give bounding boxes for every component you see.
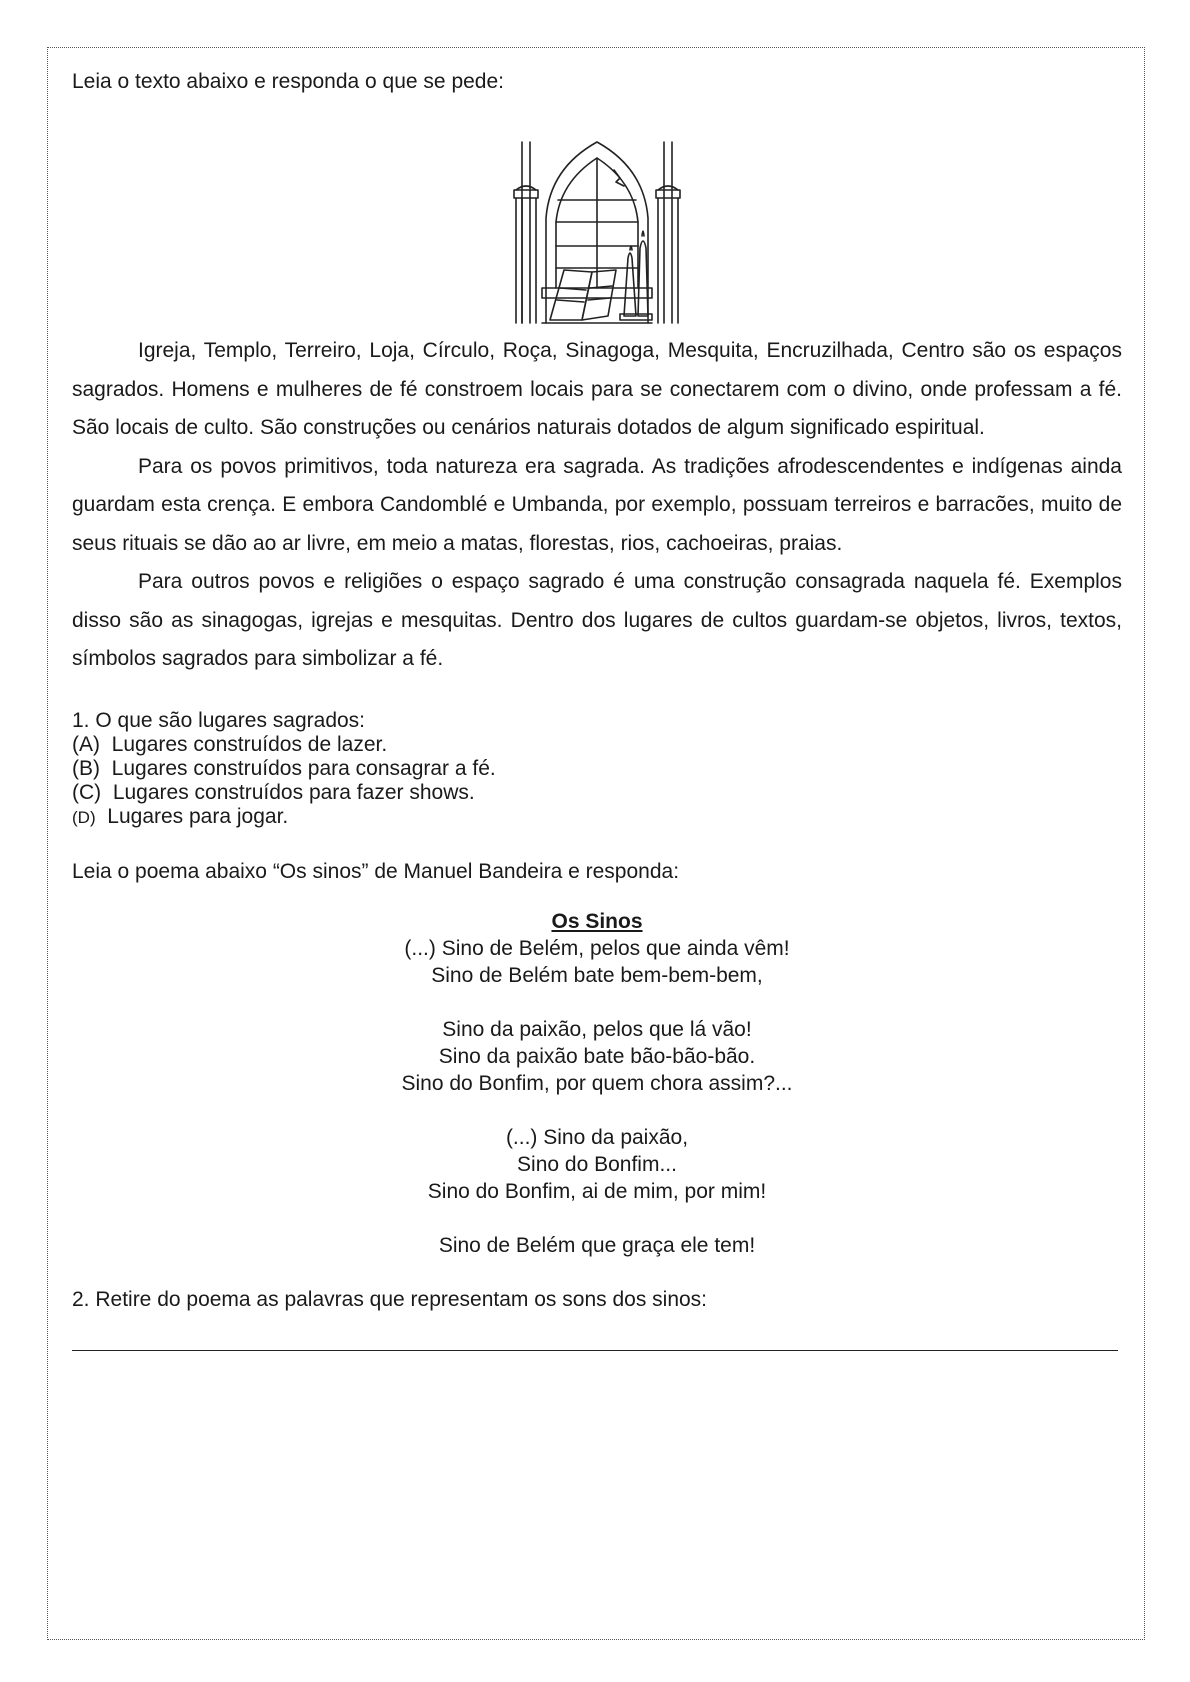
poem-line: Sino do Bonfim, por quem chora assim?...: [401, 1071, 793, 1095]
poem-line: Sino da paixão bate bão-bão-bão.: [438, 1044, 756, 1068]
poem-stanza-2: [72, 1016, 1122, 1097]
worksheet-border: [47, 47, 1145, 1640]
poem-line: (...) Sino da paixão,: [505, 1125, 689, 1149]
option-c-text: Lugares construídos para fazer shows.: [112, 780, 475, 804]
option-b-letter: (B): [72, 756, 100, 780]
poem-line: Sino da paixão, pelos que lá vão!: [442, 1017, 752, 1041]
paragraph-other-religions: Para outros povos e religiões o espaço sagrado é uma construção consagrada naquela fé. Exemplos disso são as sinagogas, igrejas e mesquitas. Dentro dos lugares de cultos guardam-se objetos, livros, textos, símbolos sagrados para simbolizar a fé.: [72, 570, 1122, 670]
poem-title: Os Sinos: [551, 909, 643, 933]
option-d-letter: (D): [72, 807, 96, 827]
question-1: [72, 709, 1122, 830]
poem-line: Sino do Bonfim, ai de mim, por mim!: [427, 1179, 767, 1203]
paragraph-primitive-peoples: Para os povos primitivos, toda natureza era sagrada. As tradições afrodescendentes e indígenas ainda guardam esta crença. E embora Candomblé e Umbanda, por exemplo, possuam terreiros e barracões, muito de seus rituais se dão ao ar livre, em meio a matas, florestas, rios, cachoeiras, praias.: [72, 454, 1122, 555]
poem-stanza-4: [72, 1232, 1122, 1259]
poem-line: Sino de Belém que graça ele tem!: [438, 1233, 756, 1257]
poem: [72, 908, 1122, 1259]
question-2-prompt: 2. Retire do poema as palavras que representam os sons dos sinos:: [72, 1287, 708, 1311]
poem-line: Sino de Belém bate bem-bem-bem,: [431, 963, 763, 987]
intro-instruction: Leia o texto abaixo e responda o que se pede:: [72, 70, 504, 93]
option-c-letter: (C): [72, 780, 102, 804]
option-b[interactable]: [72, 757, 1122, 781]
poem-stanza-3: [72, 1124, 1122, 1205]
option-a-letter: (A): [72, 732, 100, 756]
worksheet-content: [72, 68, 1122, 1351]
poem-stanza-1: [72, 935, 1122, 989]
poem-instruction: Leia o poema abaixo “Os sinos” de Manuel Bandeira e responda:: [72, 859, 680, 883]
option-d[interactable]: [72, 805, 1122, 830]
paragraph-sacred-spaces: Igreja, Templo, Terreiro, Loja, Círculo, Roça, Sinagoga, Mesquita, Encruzilhada, Centro são os espaços sagrados. Homens e mulheres de fé constroem locais para se conectarem com o divino, onde professam a fé. São locais de culto. São construções ou cenários naturais dotados de algum significado espiritual.: [72, 339, 1122, 439]
poem-line: (...) Sino de Belém, pelos que ainda vêm!: [404, 936, 790, 960]
poem-line: Sino do Bonfim...: [517, 1152, 677, 1176]
option-c[interactable]: [72, 781, 1122, 805]
option-a[interactable]: [72, 733, 1122, 757]
option-b-text: Lugares construídos para consagrar a fé.: [111, 756, 496, 780]
option-a-text: Lugares construídos de lazer.: [111, 732, 388, 756]
option-d-text: Lugares para jogar.: [107, 804, 289, 828]
question-1-prompt: 1. O que são lugares sagrados:: [72, 708, 366, 732]
answer-line[interactable]: [72, 1350, 1118, 1351]
church-window-icon: [502, 138, 692, 328]
